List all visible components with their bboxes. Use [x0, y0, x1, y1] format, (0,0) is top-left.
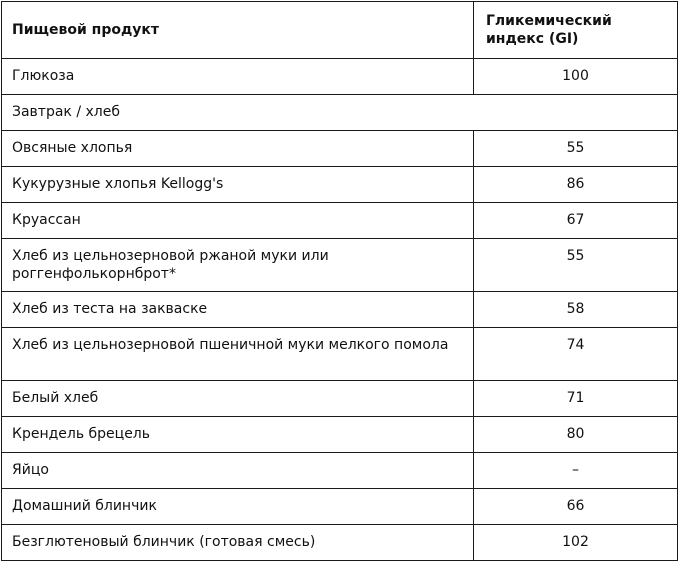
- table-row: [2, 525, 678, 561]
- cell-product: Хлеб из цельнозерновой пшеничной муки мелкого помола: [2, 328, 474, 381]
- header-gi: Гликемический индекс (GI): [474, 2, 678, 59]
- table-row: [2, 167, 678, 203]
- cell-product: Кукурузные хлопья Kellogg's: [2, 167, 474, 203]
- cell-product: Овсяные хлопья: [2, 131, 474, 167]
- table-row: [2, 131, 678, 167]
- cell-gi: 55: [474, 131, 678, 167]
- cell-gi: 100: [474, 59, 678, 95]
- cell-product: Безглютеновый блинчик (готовая смесь): [2, 525, 474, 561]
- table-row: [2, 239, 678, 292]
- cell-gi: 66: [474, 489, 678, 525]
- table-row: [2, 292, 678, 328]
- cell-gi: 67: [474, 203, 678, 239]
- cell-gi: 102: [474, 525, 678, 561]
- cell-gi: 55: [474, 239, 678, 292]
- cell-gi: 71: [474, 381, 678, 417]
- table-header-row: [2, 2, 678, 59]
- table-row: [2, 417, 678, 453]
- header-product: Пищевой продукт: [2, 2, 474, 59]
- cell-product: Белый хлеб: [2, 381, 474, 417]
- cell-product: Круассан: [2, 203, 474, 239]
- table-row: [2, 59, 678, 95]
- table-row: [2, 489, 678, 525]
- cell-gi: –: [474, 453, 678, 489]
- cell-section: Завтрак / хлеб: [2, 95, 678, 131]
- cell-product: Хлеб из цельнозерновой ржаной муки или роггенфолькорнброт*: [2, 239, 474, 292]
- cell-gi: 80: [474, 417, 678, 453]
- cell-product: Глюкоза: [2, 59, 474, 95]
- table-section-row: [2, 95, 678, 131]
- table-row: [2, 203, 678, 239]
- table-row: [2, 381, 678, 417]
- cell-gi: 74: [474, 328, 678, 381]
- cell-product: Яйцо: [2, 453, 474, 489]
- cell-gi: 58: [474, 292, 678, 328]
- glycemic-index-table: [1, 1, 678, 561]
- cell-gi: 86: [474, 167, 678, 203]
- cell-product: Хлеб из теста на закваске: [2, 292, 474, 328]
- cell-product: Крендель брецель: [2, 417, 474, 453]
- table-row: [2, 328, 678, 381]
- table-row: [2, 453, 678, 489]
- cell-product: Домашний блинчик: [2, 489, 474, 525]
